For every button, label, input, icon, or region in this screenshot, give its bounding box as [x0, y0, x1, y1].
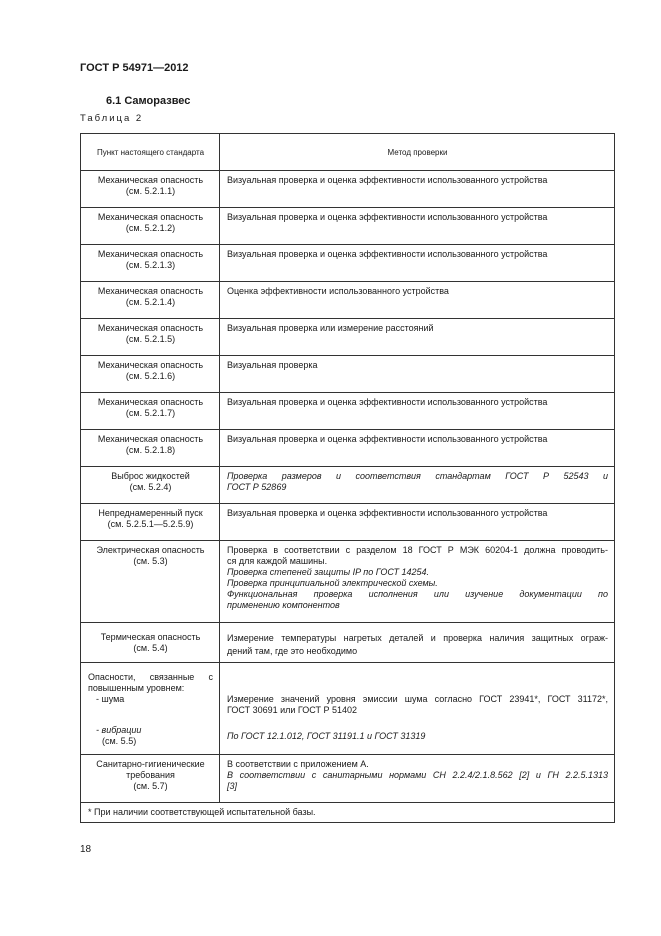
method-cell — [220, 755, 615, 803]
clause-cell — [81, 663, 220, 755]
clause-name: Непреднамеренный пуск — [98, 508, 203, 518]
clause-name: Механическая опасность — [97, 212, 204, 222]
method-line: Функциональная проверка исполнения или изучение документации по — [227, 589, 608, 599]
clause-cell — [81, 755, 220, 803]
method-line: ся для каждой машины. — [227, 556, 328, 566]
method-cell — [220, 467, 615, 504]
clause-name: Механическая опасность — [97, 360, 204, 370]
method-cell: Визуальная проверка — [220, 356, 615, 393]
method-line: Проверка размеров и соответствия стандартам ГОСТ Р 52543 и — [227, 471, 608, 481]
clause-name: Механическая опасность — [97, 175, 204, 185]
clause-name: Опасности, связанные с — [88, 672, 213, 682]
clause-ref: (см. 5.2.1.3) — [125, 260, 176, 270]
table-row — [81, 282, 615, 319]
page-number: 18 — [80, 844, 92, 855]
table-row-electric — [81, 541, 615, 623]
table-row — [81, 319, 615, 356]
section-title: 6.1 Саморазвес — [106, 95, 191, 107]
clause-name: Термическая опасность — [100, 632, 201, 642]
clause-name: Механическая опасность — [97, 397, 204, 407]
method-line: Измерение температуры нагретых деталей и проверка наличия защитных ограж- — [227, 633, 608, 643]
table-row-fluid — [81, 467, 615, 504]
clause-name: Механическая опасность — [97, 249, 204, 259]
table-row-thermal — [81, 623, 615, 663]
header-method: Метод проверки — [220, 134, 615, 171]
table-header-row — [81, 134, 615, 171]
method-line: дений там, где это необходимо — [227, 646, 358, 656]
clause-cell — [81, 541, 220, 623]
clause-ref: (см. 5.5) — [102, 736, 137, 746]
clause-cell — [81, 623, 220, 663]
clause-ref: (см. 5.2.1.2) — [125, 223, 176, 233]
table-row — [81, 171, 615, 208]
table-row — [81, 430, 615, 467]
method-line: Измерение значений уровня эмиссии шума согласно ГОСТ 23941*, ГОСТ 31172*, — [227, 694, 608, 704]
clause-noise: - шума — [96, 694, 125, 704]
table-row-sanitary — [81, 755, 615, 803]
clause-ref: (см. 5.2.5.1—5.2.5.9) — [107, 519, 194, 529]
clause-ref: (см. 5.2.1.6) — [125, 371, 176, 381]
method-cell: Визуальная проверка и оценка эффективности использованного устройства — [220, 393, 615, 430]
clause-name: Выброс жидкостей — [111, 471, 190, 481]
clause-ref: (см. 5.7) — [133, 781, 168, 791]
clause-ref: (см. 5.2.4) — [129, 482, 172, 492]
method-line: ГОСТ 30691 или ГОСТ Р 51402 — [227, 705, 357, 715]
clause-ref: (см. 5.3) — [133, 556, 168, 566]
method-line: В соответствии с приложением А. — [227, 759, 369, 769]
clause-cell — [81, 393, 220, 430]
method-cell — [220, 623, 615, 663]
clause-cell — [81, 504, 220, 541]
document-id: ГОСТ Р 54971—2012 — [80, 62, 189, 74]
clause-vibration: - вибрации — [96, 725, 142, 735]
table-row — [81, 393, 615, 430]
table-footnote: * При наличии соответствующей испытательной базы. — [81, 803, 615, 823]
method-cell: Визуальная проверка и оценка эффективности использованного устройства — [220, 171, 615, 208]
clause-ref: (см. 5.4) — [133, 643, 168, 653]
method-cell: Оценка эффективности использованного устройства — [220, 282, 615, 319]
clause-cell — [81, 319, 220, 356]
method-line: Проверка в соответствии с разделом 18 ГОСТ Р МЭК 60204-1 должна проводить- — [227, 545, 608, 555]
method-line: Проверка принципиальной электрической схемы. — [227, 578, 438, 588]
clause-cell — [81, 467, 220, 504]
clause-name: повышенным уровнем: — [88, 683, 185, 693]
clause-cell — [81, 208, 220, 245]
method-line: ГОСТ Р 52869 — [227, 482, 287, 492]
clause-cell — [81, 245, 220, 282]
table-row-levels — [81, 663, 615, 755]
table-row-start — [81, 504, 615, 541]
clause-name: Электрическая опасность — [96, 545, 205, 555]
clause-cell — [81, 171, 220, 208]
method-line: применению компонентов — [227, 600, 340, 610]
clause-ref: (см. 5.2.1.4) — [125, 297, 176, 307]
method-cell: Визуальная проверка и оценка эффективности использованного устройства — [220, 245, 615, 282]
clause-ref: (см. 5.2.1.5) — [125, 334, 176, 344]
table-row — [81, 356, 615, 393]
verification-table — [80, 133, 615, 823]
header-clause: Пункт настоящего стандарта — [81, 134, 220, 171]
clause-ref: (см. 5.2.1.8) — [125, 445, 176, 455]
clause-cell — [81, 356, 220, 393]
method-line: [3] — [227, 781, 238, 791]
table-row — [81, 208, 615, 245]
table-label: Таблица 2 — [80, 113, 144, 124]
method-line: Проверка степеней защиты IP по ГОСТ 14254. — [227, 567, 430, 577]
clause-name: требования — [126, 770, 175, 780]
clause-cell — [81, 282, 220, 319]
method-cell: Визуальная проверка и оценка эффективности использованного устройства — [220, 504, 615, 541]
clause-ref: (см. 5.2.1.1) — [125, 186, 176, 196]
clause-name: Санитарно-гигиенические — [96, 759, 205, 769]
method-line: В соответствии с санитарными нормами СН 2.2.4/2.1.8.562 [2] и ГН 2.2.5.1313 — [227, 770, 608, 780]
table-row — [81, 245, 615, 282]
clause-ref: (см. 5.2.1.7) — [125, 408, 176, 418]
table-footnote-row — [81, 803, 615, 823]
method-cell — [220, 541, 615, 623]
method-cell — [220, 663, 615, 755]
method-cell: Визуальная проверка и оценка эффективности использованного устройства — [220, 208, 615, 245]
clause-cell — [81, 430, 220, 467]
clause-name: Механическая опасность — [97, 323, 204, 333]
clause-name: Механическая опасность — [97, 286, 204, 296]
method-cell: Визуальная проверка или измерение расстояний — [220, 319, 615, 356]
method-line: По ГОСТ 12.1.012, ГОСТ 31191.1 и ГОСТ 31319 — [227, 731, 426, 741]
method-cell: Визуальная проверка и оценка эффективности использованного устройства — [220, 430, 615, 467]
clause-name: Механическая опасность — [97, 434, 204, 444]
